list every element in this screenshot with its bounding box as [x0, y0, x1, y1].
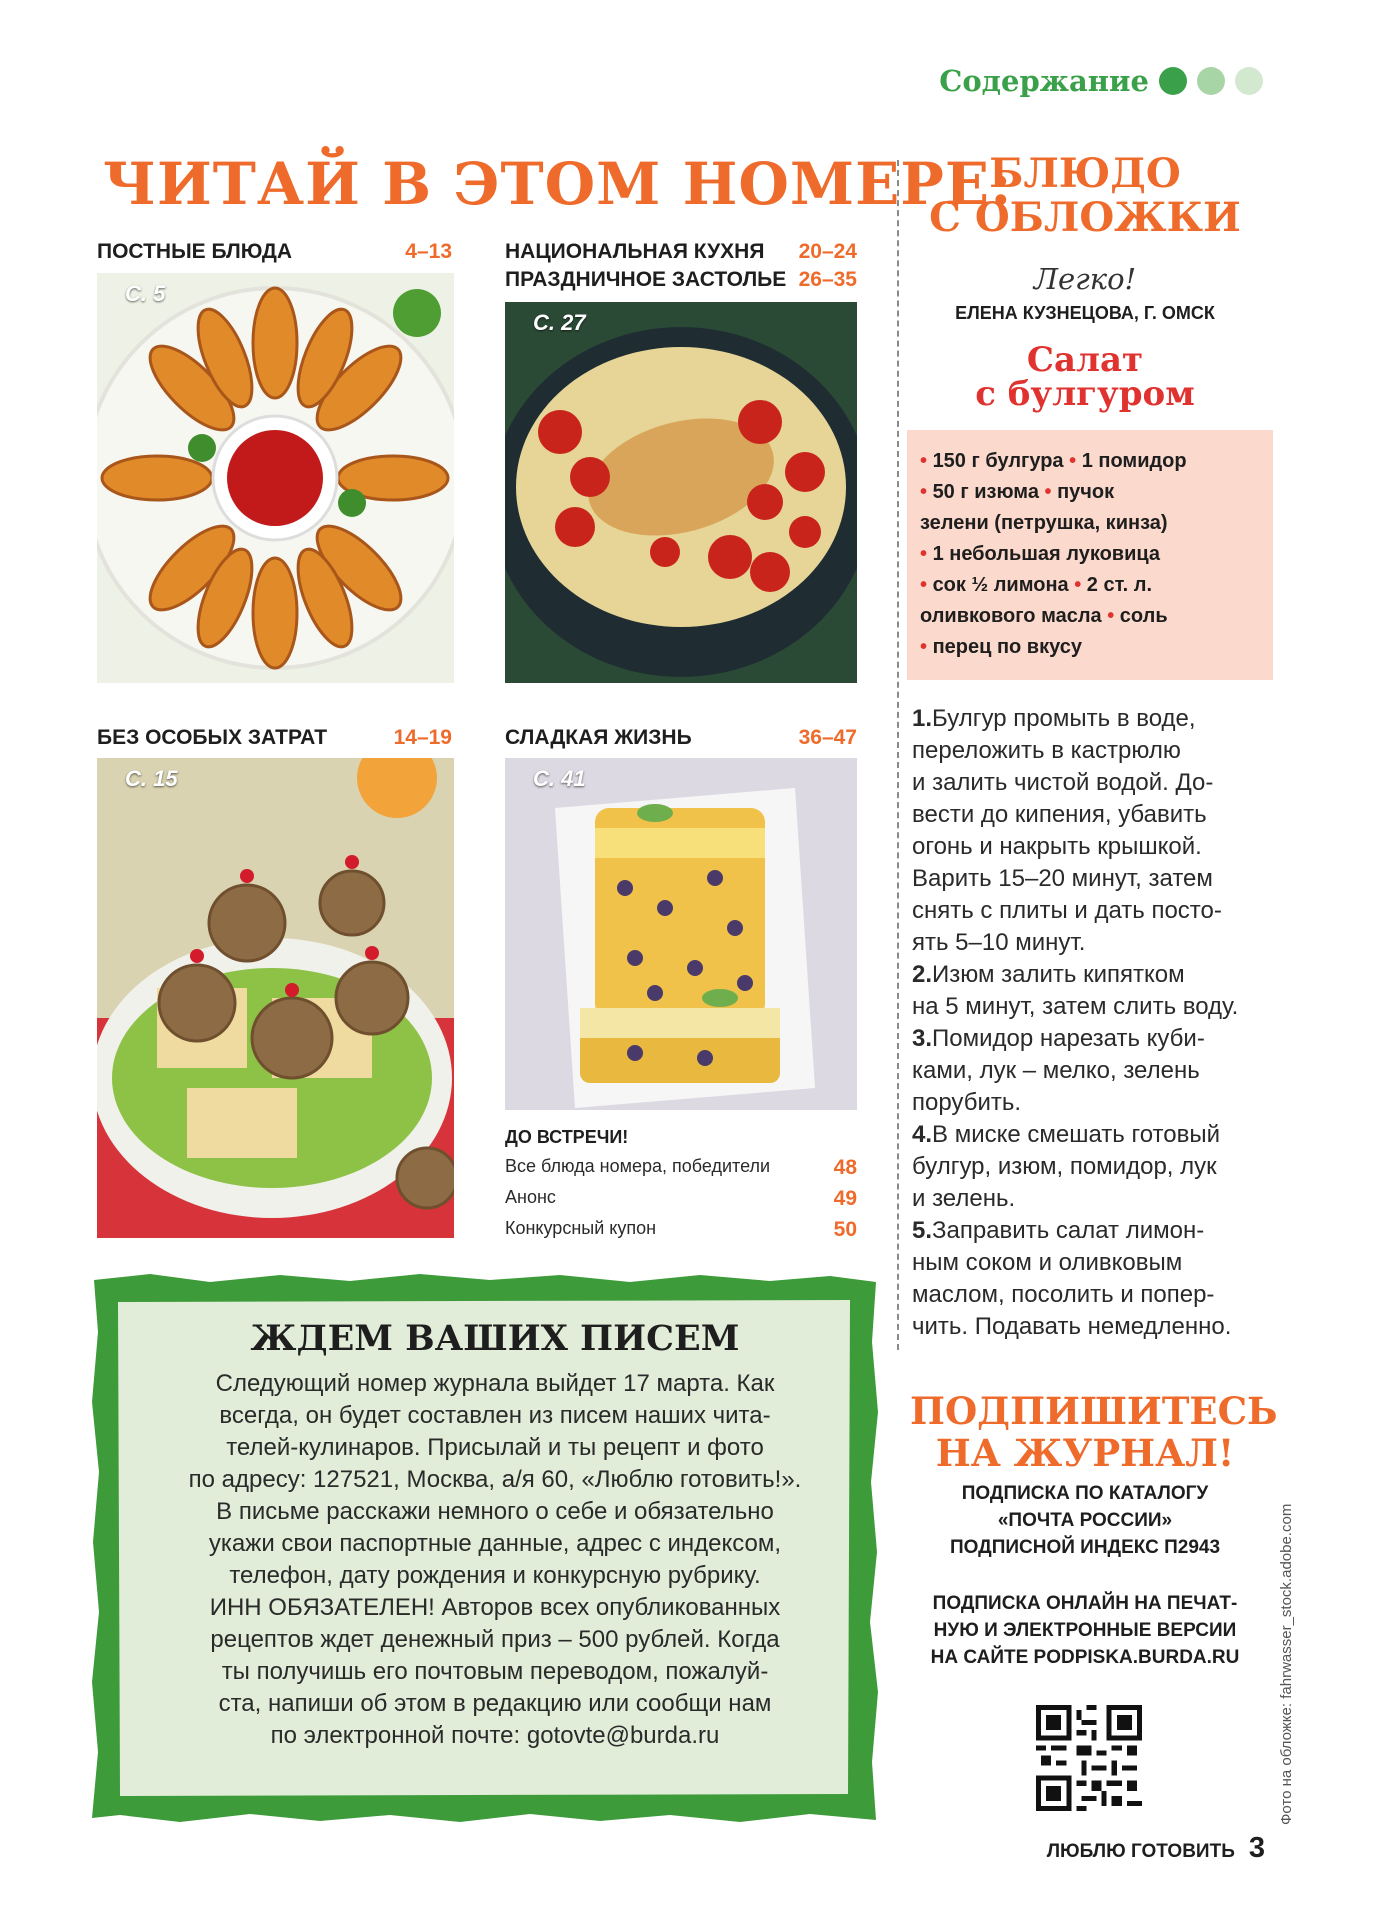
- letters-line: укажи свои паспортные данные, адрес с индексом,: [208, 1530, 782, 1557]
- section-title: ПОСТНЫЕ БЛЮДА: [97, 240, 293, 263]
- step-line: маслом, посолить и попер-: [912, 1281, 1215, 1308]
- letters-line: ты получишь его почтовым переводом, пожалуй-: [221, 1658, 769, 1685]
- subscribe-line: ПОДПИСНОЙ ИНДЕКС П2943: [949, 1537, 1221, 1558]
- toc-row: [505, 1218, 857, 1242]
- step-line: 3.Помидор нарезать куби-: [912, 1025, 1205, 1052]
- recipe-steps: [912, 703, 1277, 1343]
- toc-label: Анонс: [505, 1187, 556, 1207]
- toc-page: 50: [833, 1218, 857, 1241]
- section-pages: 4–13: [405, 240, 452, 263]
- photo-blueberry-cake: [505, 758, 857, 1110]
- section-title: СЛАДКАЯ ЖИЗНЬ: [505, 726, 692, 749]
- letters-line: В письме расскажи немного о себе и обязательно: [216, 1498, 774, 1525]
- section-pages: 14–19: [393, 726, 452, 749]
- step-line: ками, лук – мелко, зелень: [912, 1057, 1200, 1084]
- section-pages: 26–35: [798, 268, 857, 291]
- page-number: 3: [1248, 1832, 1265, 1864]
- ingredient-line: зелени (петрушка, кинза): [920, 512, 1168, 534]
- letters-line: телей-кулинаров. Присылай и ты рецепт и фото: [226, 1434, 764, 1461]
- section-pages: 36–47: [798, 726, 857, 749]
- letters-line: по электронной почте: gotovte@burda.ru: [270, 1722, 720, 1749]
- step-line: 2.Изюм залить кипятком: [912, 961, 1185, 988]
- step-line: чить. Подавать немедленно.: [912, 1313, 1232, 1340]
- recipe-title-line: Салат: [1026, 340, 1144, 380]
- section-title: БЕЗ ОСОБЫХ ЗАТРАТ: [97, 726, 328, 749]
- step-line: 5.Заправить салат лимон-: [912, 1217, 1205, 1244]
- section-label: Содержание: [939, 64, 1149, 98]
- section-title: ПРАЗДНИЧНОЕ ЗАСТОЛЬЕ: [505, 268, 787, 291]
- toc-label: Конкурсный купон: [505, 1218, 657, 1238]
- cover-title-line: БЛЮДО: [989, 150, 1181, 197]
- letters-line: рецептов ждет денежный приз – 500 рублей. Когда: [210, 1626, 780, 1653]
- subscribe-line: ПОДПИСКА ОНЛАЙН НА ПЕЧАТ-: [932, 1593, 1238, 1614]
- toc-page: 48: [833, 1156, 857, 1179]
- author: ЕЛЕНА КУЗНЕЦОВА, Г. ОМСК: [955, 303, 1215, 323]
- subscribe-line: НУЮ И ЭЛЕКТРОННЫЕ ВЕРСИИ: [933, 1620, 1237, 1641]
- step-line: 4.В миске смешать готовый: [912, 1121, 1220, 1148]
- section-header: [939, 64, 1263, 98]
- see-you-heading: ДО ВСТРЕЧИ!: [505, 1127, 629, 1147]
- toc-label: Все блюда номера, победители: [505, 1156, 771, 1176]
- step-line: и зелень.: [912, 1185, 1016, 1212]
- step-line: на 5 минут, затем слить воду.: [912, 993, 1239, 1020]
- letters-line: всегда, он будет составлен из писем наших чита-: [219, 1402, 771, 1429]
- letters-title: ЖДЕМ ВАШИХ ПИСЕМ: [250, 1318, 740, 1359]
- letters-line: Следующий номер журнала выйдет 17 марта. Как: [215, 1370, 775, 1397]
- ingredient-line: оливкового масла • соль: [920, 605, 1168, 627]
- step-line: Варить 15–20 минут, затем: [912, 865, 1213, 892]
- step-line: огонь и накрыть крышкой.: [912, 833, 1202, 860]
- ingredient-line: • 1 небольшая луковица: [920, 543, 1161, 565]
- toc-row: [505, 1156, 857, 1180]
- subscribe-title-line: НА ЖУРНАЛ!: [935, 1431, 1235, 1475]
- subscribe-online: [910, 1590, 1260, 1671]
- section-title: НАЦИОНАЛЬНАЯ КУХНЯ: [505, 240, 765, 263]
- letters-line: ста, напиши об этом в редакцию или сообщи нам: [218, 1690, 772, 1717]
- dot-marker: [1159, 67, 1187, 95]
- cover-title-line: С ОБЛОЖКИ: [929, 194, 1241, 241]
- step-line: вести до кипения, убавить: [912, 801, 1207, 828]
- ingredient-line: • 150 г булгура • 1 помидор: [920, 450, 1187, 472]
- column-divider: [897, 160, 899, 1350]
- subscribe-title: [910, 1389, 1278, 1475]
- photo-potato-wedges: [97, 273, 454, 683]
- recipe-title: [910, 340, 1260, 414]
- letters-line: ИНН ОБЯЗАТЕЛЕН! Авторов всех опубликованных: [209, 1594, 781, 1621]
- photo-meatballs: [97, 758, 454, 1238]
- step-line: ять 5–10 минут.: [912, 929, 1086, 956]
- dot-marker: [1197, 67, 1225, 95]
- step-line: булгур, изюм, помидор, лук: [912, 1153, 1217, 1180]
- photo-page-label: С. 15: [125, 766, 178, 791]
- dot-marker: [1235, 67, 1263, 95]
- step-line: переложить в кастрюлю: [912, 737, 1181, 764]
- toc-page: 49: [833, 1187, 857, 1210]
- page-footer: [1047, 1832, 1265, 1865]
- tagline: Легко!: [1033, 262, 1137, 296]
- photo-page-label: С. 41: [533, 766, 586, 791]
- subscribe-catalog: [910, 1480, 1260, 1561]
- step-line: снять с плиты и дать посто-: [912, 897, 1222, 924]
- cover-dish-title: [910, 152, 1260, 240]
- ingredient-line: • 50 г изюма • пучок: [920, 481, 1115, 503]
- letters-line: по адресу: 127521, Москва, а/я 60, «Люблю готовить!».: [188, 1466, 802, 1493]
- subscribe-line: «ПОЧТА РОССИИ»: [997, 1510, 1173, 1531]
- photo-page-label: С. 5: [125, 281, 166, 306]
- page-title: ЧИТАЙ В ЭТОМ НОМЕРЕ:: [103, 150, 1013, 218]
- photo-fish-with-tomatoes: [505, 302, 857, 683]
- ingredient-line: • сок ½ лимона • 2 ст. л.: [920, 574, 1152, 596]
- step-line: порубить.: [912, 1089, 1022, 1116]
- photo-page-label: С. 27: [533, 310, 586, 335]
- letters-line: телефон, дату рождения и конкурсную рубрику.: [229, 1562, 761, 1589]
- toc-row: [505, 1187, 857, 1211]
- subscribe-line: НА САЙТЕ PODPISKA.BURDA.RU: [930, 1647, 1240, 1668]
- subscribe-line: ПОДПИСКА ПО КАТАЛОГУ: [961, 1483, 1209, 1504]
- step-line: 1.Булгур промыть в воде,: [912, 705, 1196, 732]
- magazine-name: ЛЮБЛЮ ГОТОВИТЬ: [1046, 1841, 1235, 1862]
- ingredient-line: • перец по вкусу: [920, 636, 1082, 658]
- qr-code-icon[interactable]: [1036, 1705, 1142, 1811]
- step-line: и залить чистой водой. До-: [912, 769, 1214, 796]
- subscribe-title-line: ПОДПИШИТЕСЬ: [910, 1389, 1278, 1433]
- step-line: ным соком и оливковым: [912, 1249, 1183, 1276]
- section-pages: 20–24: [798, 240, 857, 263]
- letters-body: [135, 1368, 855, 1752]
- photo-credit: Фото на обложке: fahrwasser_stock.adobe.com: [1278, 1503, 1295, 1825]
- recipe-title-line: с булгуром: [975, 374, 1195, 414]
